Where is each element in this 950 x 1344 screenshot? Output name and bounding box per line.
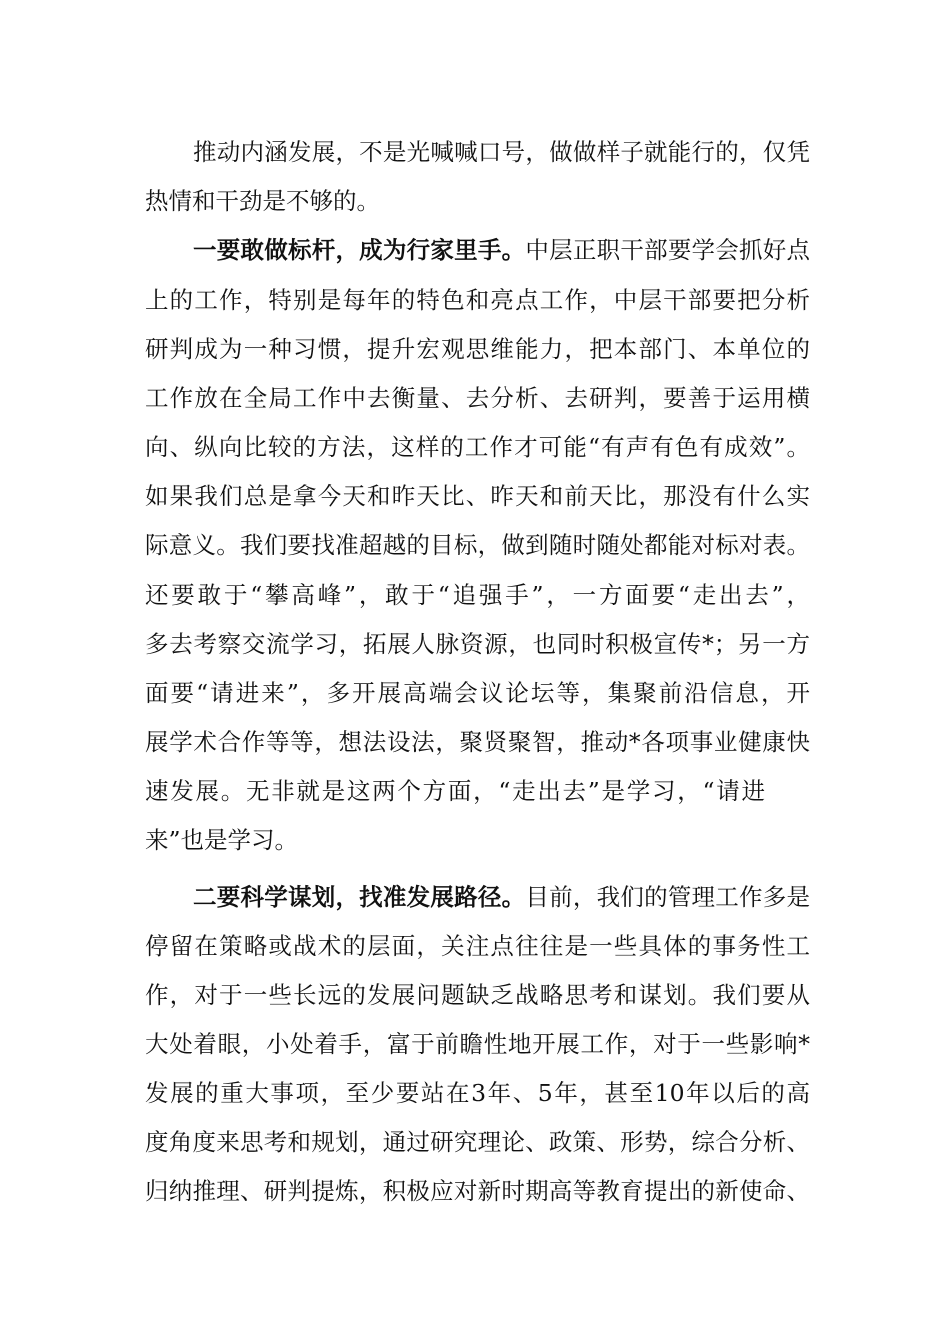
paragraph-2-line-9: 多去考察交流学习，拓展人脉资源，也同时积极宣传*；另一方 [145,630,810,658]
paragraph-3-line-2: 停留在策略或战术的层面，关注点往往是一些具体的事务性工 [145,932,810,960]
paragraph-3-heading: 二要科学谋划，找准发展路径。 [193,883,526,911]
paragraph-2-line-3: 研判成为一种习惯，提升宏观思维能力，把本部门、本单位的 [145,335,810,363]
paragraph-1-line-2: 热情和干劲是不够的。 [145,187,380,215]
paragraph-2-line-4: 工作放在全局工作中去衡量、去分析、去研判，要善于运用横 [145,384,810,412]
paragraph-2-line-10: 面要“请进来”，多开展高端会议论坛等，集聚前沿信息，开 [145,679,810,707]
paragraph-3-line-3: 作，对于一些长远的发展问题缺乏战略思考和谋划。我们要从 [145,981,810,1009]
paragraph-2-line-13: 来”也是学习。 [145,826,299,854]
paragraph-2-line-8: 还要敢于“攀高峰”，敢于“追强手”，一方面要“走出去”， [145,581,810,609]
paragraph-2-line-5: 向、纵向比较的方法，这样的工作才可能“有声有色有成效”。 [145,433,810,461]
paragraph-2-line-1-text: 中层正职干部要学会抓好点 [525,236,811,264]
paragraph-3-line-6: 度角度来思考和规划，通过研究理论、政策、形势，综合分析、 [145,1128,810,1156]
paragraph-3-line-1 [193,879,810,915]
paragraph-1-line-1: 推动内涵发展，不是光喊喊口号，做做样子就能行的，仅凭 [193,138,810,166]
paragraph-2-line-1 [193,232,810,268]
paragraph-3-line-5: 发展的重大事项，至少要站在3年、5年，甚至10年以后的高 [145,1079,810,1107]
paragraph-3-line-1-text: 目前，我们的管理工作多是 [525,883,811,911]
paragraph-3-line-7: 归纳推理、研判提炼，积极应对新时期高等教育提出的新使命、 [145,1177,810,1205]
paragraph-2-line-11: 展学术合作等等，想法设法，聚贤聚智，推动*各项事业健康快 [145,728,810,756]
paragraph-2-line-6: 如果我们总是拿今天和昨天比、昨天和前天比，那没有什么实 [145,482,810,510]
paragraph-2-heading: 一要敢做标杆，成为行家里手。 [193,236,526,264]
paragraph-3-line-4: 大处着眼，小处着手，富于前瞻性地开展工作，对于一些影响* [145,1030,810,1058]
paragraph-2-line-7: 际意义。我们要找准超越的目标，做到随时随处都能对标对表。 [145,531,810,559]
paragraph-2-line-2: 上的工作，特别是每年的特色和亮点工作，中层干部要把分析 [145,286,810,314]
paragraph-2-line-12: 速发展。无非就是这两个方面，“走出去”是学习，“请进 [145,777,765,805]
